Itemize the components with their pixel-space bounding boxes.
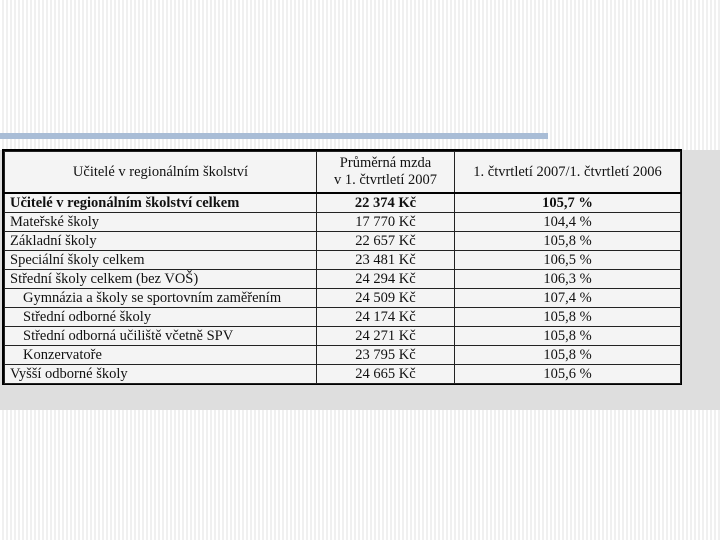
header-average-wage-line1: Průměrná mzda [339, 155, 432, 171]
salary-table [4, 151, 681, 384]
row-index: 105,8 % [455, 308, 681, 327]
row-wage: 24 294 Kč [317, 270, 455, 289]
row-wage: 23 795 Kč [317, 346, 455, 365]
row-name: Střední odborné školy [5, 308, 317, 327]
row-name: Mateřské školy [5, 213, 317, 232]
table-header-row [5, 152, 681, 194]
header-average-wage [317, 152, 455, 194]
row-wage: 24 174 Kč [317, 308, 455, 327]
row-name: Konzervatoře [5, 346, 317, 365]
salary-table-container [2, 149, 682, 385]
row-index: 106,5 % [455, 251, 681, 270]
row-index: 105,7 % [455, 193, 681, 213]
table-row [5, 365, 681, 384]
row-wage: 17 770 Kč [317, 213, 455, 232]
row-wage: 24 665 Kč [317, 365, 455, 384]
table-row [5, 346, 681, 365]
row-wage: 24 271 Kč [317, 327, 455, 346]
table-row [5, 193, 681, 213]
row-name: Střední odborná učiliště včetně SPV [5, 327, 317, 346]
row-wage: 22 374 Kč [317, 193, 455, 213]
row-index: 104,4 % [455, 213, 681, 232]
accent-bar [0, 133, 548, 139]
table-row [5, 270, 681, 289]
table-row [5, 308, 681, 327]
row-name: Speciální školy celkem [5, 251, 317, 270]
row-name: Střední školy celkem (bez VOŠ) [5, 270, 317, 289]
row-index: 106,3 % [455, 270, 681, 289]
table-row [5, 213, 681, 232]
row-index: 105,8 % [455, 346, 681, 365]
row-index: 105,6 % [455, 365, 681, 384]
row-index: 105,8 % [455, 327, 681, 346]
row-name: Učitelé v regionálním školství celkem [5, 193, 317, 213]
header-teachers: Učitelé v regionálním školství [5, 152, 317, 194]
row-name: Vyšší odborné školy [5, 365, 317, 384]
table-row [5, 251, 681, 270]
row-index: 107,4 % [455, 289, 681, 308]
table-row [5, 327, 681, 346]
row-wage: 23 481 Kč [317, 251, 455, 270]
row-index: 105,8 % [455, 232, 681, 251]
table-row [5, 289, 681, 308]
row-name: Gymnázia a školy se sportovním zaměřením [5, 289, 317, 308]
header-index: 1. čtvrtletí 2007/1. čtvrtletí 2006 [455, 152, 681, 194]
row-wage: 24 509 Kč [317, 289, 455, 308]
row-name: Základní školy [5, 232, 317, 251]
row-wage: 22 657 Kč [317, 232, 455, 251]
table-row [5, 232, 681, 251]
header-average-wage-line2: v 1. čtvrtletí 2007 [333, 172, 438, 188]
